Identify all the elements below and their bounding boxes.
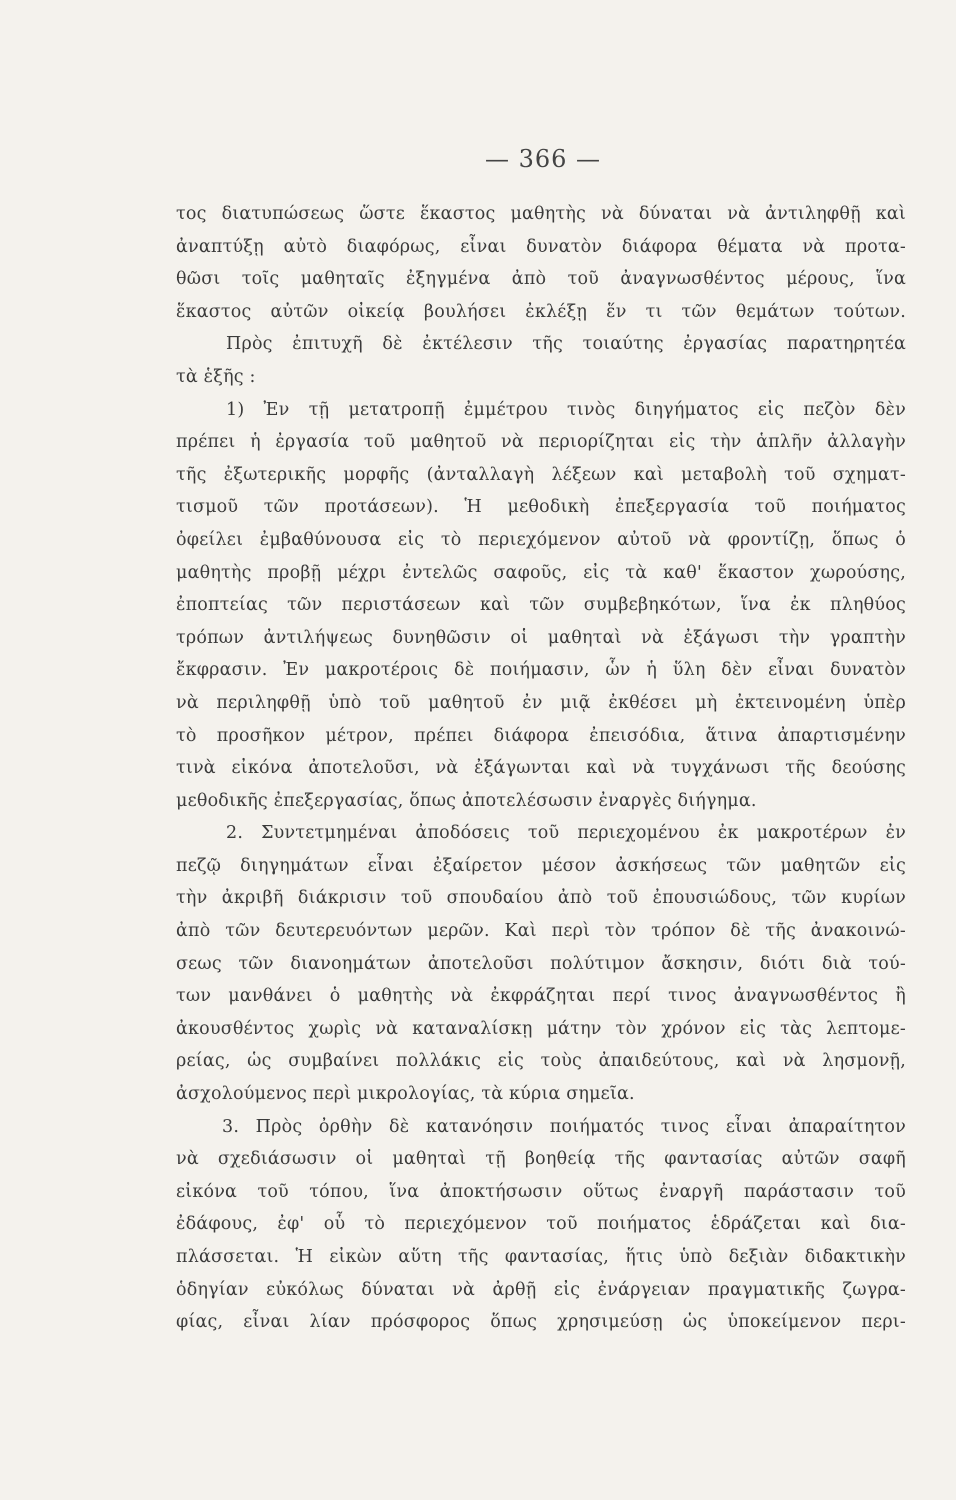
text-line: των μανθάνει ὁ μαθητὴς νὰ ἐκφράζηται περί τινος ἀναγνωσθέντος ἢ xyxy=(176,986,906,1007)
text-line: ὀφείλει ἐμβαθύνουσα εἰς τὸ περιεχόμενον αὐτοῦ νὰ φροντίζῃ, ὅπως ὁ xyxy=(176,529,906,550)
text-line: πεζῷ διηγημάτων εἶναι ἐξαίρετον μέσον ἀσκήσεως τῶν μαθητῶν εἰς xyxy=(176,855,906,876)
text-line: πλάσσεται. Ἡ εἰκὼν αὕτη τῆς φαντασίας, ἥτις ὑπὸ δεξιὰν διδακτικὴν xyxy=(176,1247,906,1267)
text-line: τισμοῦ τῶν προτάσεων). Ἡ μεθοδικὴ ἐπεξεργασία τοῦ ποιήματος xyxy=(176,497,906,518)
text-line: θῶσι τοῖς μαθηταῖς ἐξηγμένα ἀπὸ τοῦ ἀναγνωσθέντος μέρους, ἵνα xyxy=(176,269,906,290)
paragraph-start-line: Πρὸς ἐπιτυχῆ δὲ ἐκτέλεσιν τῆς τοιαύτης ἐργασίας παρατηρητέα xyxy=(226,334,906,355)
text-line: ἀπὸ τῶν δευτερευόντων μερῶν. Καὶ περὶ τὸν τρόπον δὲ τῆς ἀνακοινώ- xyxy=(176,921,906,942)
text-line: ἐποπτείας τῶν περιστάσεων καὶ τῶν συμβεβηκότων, ἵνα ἐκ πληθύος xyxy=(176,595,906,616)
text-line: ἀναπτύξῃ αὐτὸ διαφόρως, εἶναι δυνατὸν διάφορα θέματα νὰ προτα- xyxy=(176,236,906,257)
text-line: εἰκόνα τοῦ τόπου, ἵνα ἀποκτήσωσιν οὕτως ἐναργῆ παράστασιν τοῦ xyxy=(176,1181,906,1202)
numbered-item-2: 2. Συντετμημέναι ἀποδόσεις τοῦ περιεχομένου ἐκ μακροτέρων ἐν xyxy=(226,823,906,844)
text-line: ἀσχολούμενος περὶ μικρολογίας, τὰ κύρια σημεῖα. xyxy=(176,1084,635,1105)
text-line: νὰ σχεδιάσωσιν οἱ μαθηταὶ τῇ βοηθείᾳ τῆς φαντασίας αὐτῶν σαφῆ xyxy=(176,1149,906,1170)
body-text xyxy=(176,198,906,1339)
text-line: τος διατυπώσεως ὥστε ἕκαστος μαθητὴς νὰ δύναται νὰ ἀντιληφθῇ καὶ xyxy=(176,204,906,224)
text-line: φίας, εἶναι λίαν πρόσφορος ὅπως χρησιμεύσῃ ὡς ὑποκείμενον περι- xyxy=(176,1312,906,1333)
text-line: ἕκαστος αὐτῶν οἰκείᾳ βουλήσει ἐκλέξῃ ἕν τι τῶν θεμάτων τούτων. xyxy=(176,301,906,322)
text-line: τῆς ἐξωτερικῆς μορφῆς (ἀνταλλαγὴ λέξεων καὶ μεταβολὴ τοῦ σχηματ- xyxy=(176,464,906,485)
text-line: ἐδάφους, ἐφ' οὗ τὸ περιεχόμενον τοῦ ποιήματος ἑδράζεται καὶ δια- xyxy=(176,1214,906,1235)
text-line: τὴν ἀκριβῆ διάκρισιν τοῦ σπουδαίου ἀπὸ τοῦ ἐπουσιώδους, τῶν κυρίων xyxy=(176,888,906,909)
text-line: ἀκουσθέντος χωρὶς νὰ καταναλίσκῃ μάτην τὸν χρόνον εἰς τὰς λεπτομε- xyxy=(176,1018,906,1039)
text-line: νὰ περιληφθῇ ὑπὸ τοῦ μαθητοῦ ἐν μιᾷ ἐκθέσει μὴ ἐκτεινομένη ὑπὲρ xyxy=(176,692,906,713)
text-line: μαθητὴς προβῇ μέχρι ἐντελῶς σαφοῦς, εἰς τὰ καθ' ἕκαστον χωρούσης, xyxy=(176,562,906,583)
numbered-item-3: 3. Πρὸς ὀρθὴν δὲ κατανόησιν ποιήματός τινος εἶναι ἀπαραίτητον xyxy=(222,1116,906,1137)
text-line: ὁδηγίαν εὐκόλως δύναται νὰ ἀρθῇ εἰς ἐνάργειαν πραγματικῆς ζωγρα- xyxy=(176,1279,906,1300)
text-line: μεθοδικῆς ἐπεξεργασίας, ὅπως ἀποτελέσωσιν ἐναργὲς διήγημα. xyxy=(176,790,757,811)
text-line: τὸ προσῆκον μέτρον, πρέπει διάφορα ἐπεισόδια, ἅτινα ἀπαρτισμένην xyxy=(176,725,906,746)
text-line: τινὰ εἰκόνα ἀποτελοῦσι, νὰ ἐξάγωνται καὶ νὰ τυγχάνωσι τῆς δεούσης xyxy=(176,758,906,779)
text-line: ρείας, ὡς συμβαίνει πολλάκις εἰς τοὺς ἀπαιδεύτους, καὶ νὰ λησμονῇ, xyxy=(176,1051,906,1072)
text-line: σεως τῶν διανοημάτων ἀποτελοῦσι πολύτιμον ἄσκησιν, διότι διὰ τού- xyxy=(176,953,906,974)
numbered-item-1: 1) Ἐν τῇ μετατροπῇ ἐμμέτρου τινὸς διηγήματος εἰς πεζὸν δὲν xyxy=(226,399,906,420)
text-line: πρέπει ἡ ἐργασία τοῦ μαθητοῦ νὰ περιορίζηται εἰς τὴν ἁπλῆν ἀλλαγὴν xyxy=(176,432,906,453)
text-line: τὰ ἑξῆς : xyxy=(176,366,256,387)
page-number: — 366 — xyxy=(484,145,602,173)
text-line: τρόπων ἀντιλήψεως δυνηθῶσιν οἱ μαθηταὶ νὰ ἐξάγωσι τὴν γραπτὴν xyxy=(176,627,906,648)
text-line: ἔκφρασιν. Ἐν μακροτέροις δὲ ποιήμασιν, ὧν ἡ ὕλη δὲν εἶναι δυνατὸν xyxy=(176,660,906,681)
